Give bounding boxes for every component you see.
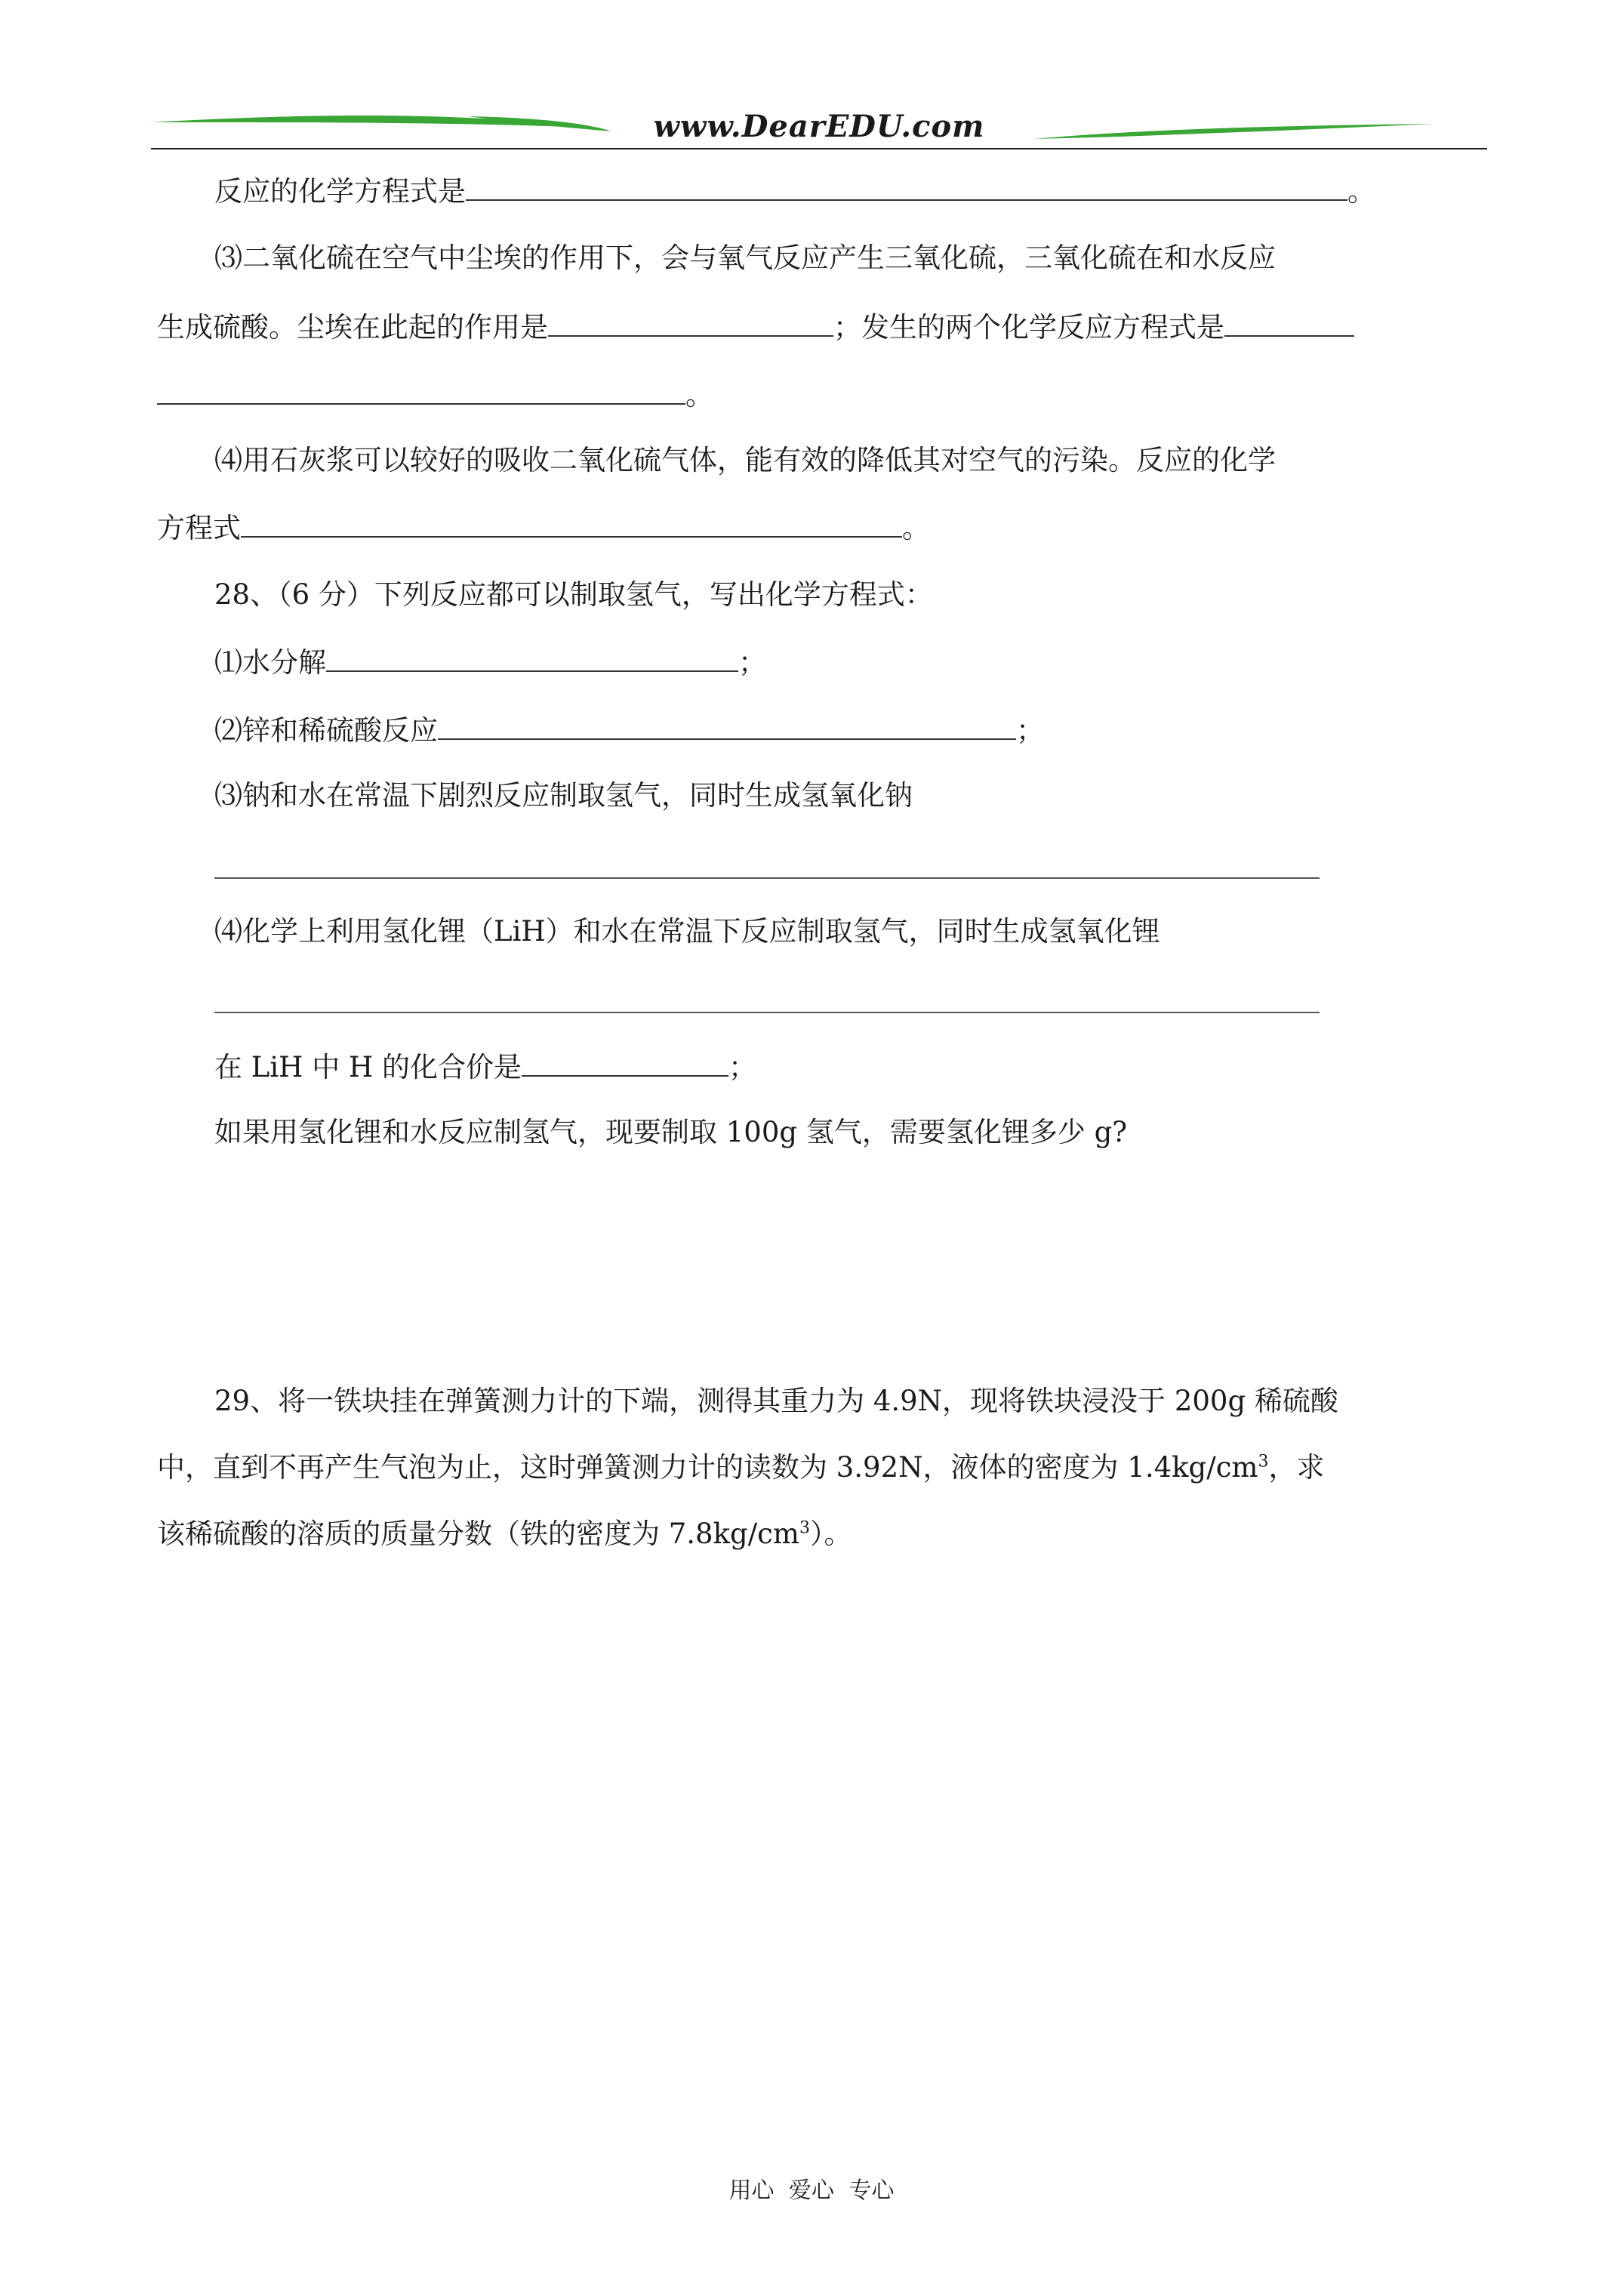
q27-part3-line3 (157, 378, 713, 412)
superscript: 3 (799, 1518, 810, 1538)
answer-line-item3[interactable] (214, 877, 1320, 879)
punctuation: ； (1016, 714, 1044, 747)
q28-item4: ⑷化学上利用氢化锂（LiH）和水在常温下反应制取氢气，同时生成氢氧化锂 (214, 915, 1160, 948)
answer-blank[interactable] (157, 378, 685, 405)
q28-item1 (214, 645, 766, 680)
q28-item3: ⑶钠和水在常温下剧烈反应制取氢气，同时生成氢氧化钠 (214, 779, 913, 812)
answer-blank[interactable] (1224, 310, 1354, 337)
q28-title: 28、（6 分）下列反应都可以制取氢气，写出化学方程式： (214, 578, 933, 611)
answer-line-item4[interactable] (214, 1012, 1320, 1013)
q28-question: 如果用氢化锂和水反应制氢气，现要制取 100g 氢气，需要氢化锂多少 g? (214, 1116, 1128, 1148)
q27-part4-text: 方程式 (157, 512, 241, 544)
q29-line2-text: 中，直到不再产生气泡为止，这时弹簧测力计的读数为 3.92N，液体的密度为 1.4kg/cm (157, 1451, 1258, 1484)
q29-line1: 29、将一铁块挂在弹簧测力计的下端，测得其重力为 4.9N，现将铁块浸没于 200g 稀硫酸 (214, 1385, 1338, 1417)
answer-blank[interactable] (548, 310, 833, 337)
answer-blank[interactable] (241, 510, 902, 538)
q27-part3-line1: ⑶二氧化硫在空气中尘埃的作用下，会与氧气反应产生三氧化硫，三氧化硫在和水反应 (214, 242, 1276, 274)
q29-line3-text: 该稀硫酸的溶质的质量分数（铁的密度为 7.8kg/cm (157, 1518, 799, 1550)
q28-valence-line (214, 1049, 756, 1084)
answer-blank[interactable] (326, 645, 738, 672)
header-divider (151, 148, 1487, 149)
q28-item2-text: ⑵锌和稀硫酸反应 (214, 714, 438, 747)
q28-item2 (214, 713, 1044, 747)
q29-line2-end: ，求 (1268, 1451, 1325, 1484)
q27-part3-text: 生成硫酸。尘埃在此起的作用是 (157, 311, 548, 344)
q28-valence-text: 在 LiH 中 H 的化合价是 (214, 1051, 522, 1083)
punctuation: 。 (685, 379, 713, 411)
superscript: 3 (1258, 1452, 1269, 1472)
answer-blank[interactable] (438, 713, 1016, 740)
page-footer: 用心 爱心 专心 (728, 2177, 895, 2204)
q27-part4-line2 (157, 510, 930, 545)
q29-line2 (157, 1451, 1325, 1484)
q27-part3-line2 (157, 310, 1354, 344)
q29-line3 (157, 1518, 852, 1551)
q27-part4-line1: ⑷用石灰浆可以较好的吸收二氧化硫气体，能有效的降低其对空气的污染。反应的化学 (214, 444, 1276, 476)
answer-blank[interactable] (466, 174, 1347, 201)
q27-equation-line (214, 174, 1375, 208)
q27-equation-label: 反应的化学方程式是 (214, 175, 466, 208)
q29-line3-end: ）。 (809, 1518, 852, 1550)
answer-blank[interactable] (522, 1049, 728, 1077)
q28-item1-text: ⑴水分解 (214, 646, 326, 679)
punctuation: 。 (902, 512, 930, 544)
page-header (151, 106, 1487, 151)
punctuation: 。 (1347, 175, 1375, 208)
site-logo-text: www.DearEDU.com (653, 109, 985, 144)
q27-part3-text-mid: ；发生的两个化学反应方程式是 (833, 311, 1224, 344)
punctuation: ； (728, 1051, 756, 1083)
punctuation: ； (738, 646, 766, 679)
